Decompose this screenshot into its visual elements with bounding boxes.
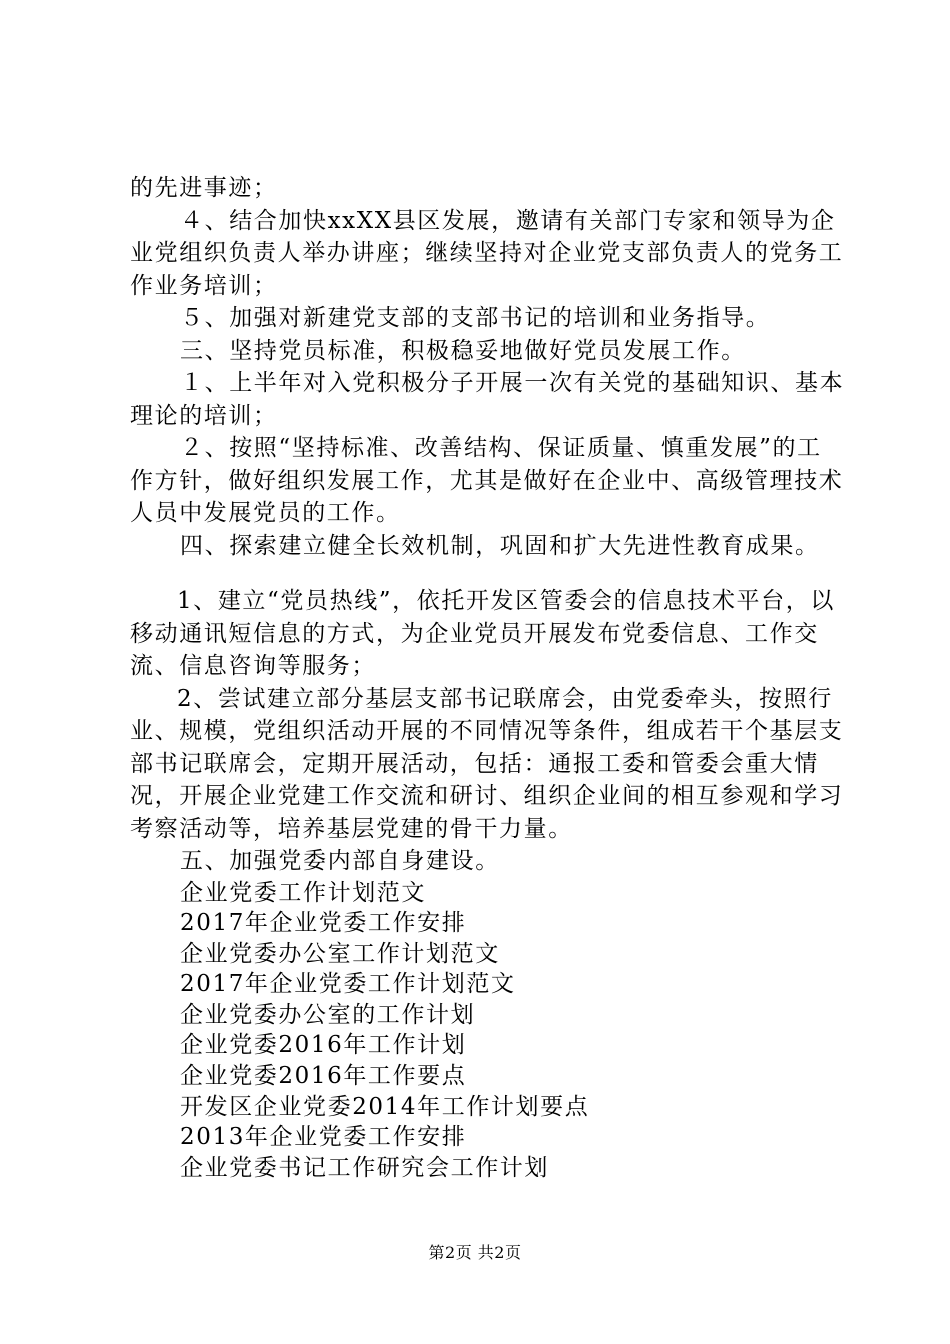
paragraph-4: 三、坚持党员标准，积极稳妥地做好党员发展工作。 [180,337,746,364]
related-link[interactable]: 企业党委2016年工作计划 [180,1032,467,1059]
related-link[interactable]: 企业党委办公室的工作计划 [180,1001,476,1028]
paragraph-10: 五、加强党委内部自身建设。 [180,848,500,874]
related-link[interactable]: 企业党委书记工作研究会工作计划 [180,1154,549,1181]
paragraph-9: 2、尝试建立部分基层支部书记联席会，由党委牵头，按照行业、规模，党组织活动开展的不同情况等条件，组成若干个基层支部书记联席会，定期开展活动，包括：通报工委和管委会重大情况，开展企业党建工作交流和研讨、组织企业间的相互参观和学习考察活动等，培养基层党建的骨干力量。 [130,685,844,842]
paragraph-1: 的先进事迹； [130,175,278,201]
paragraph-3: ５、加强对新建党支部的支部书记的培训和业务指导。 [180,305,771,331]
related-link[interactable]: 企业党委工作计划范文 [180,879,426,906]
paragraph-gap [130,562,845,585]
paragraph-5: １、上半年对入党积极分子开展一次有关党的基础知识、基本理论的培训； [130,370,845,429]
page-footer: 第2页 共2页 [428,1243,522,1262]
paragraph-2: ４、结合加快xxXX县区发展，邀请有关部门专家和领导为企业党组织负责人举办讲座；继续坚持对企业党支部负责人的党务工作业务培训； [130,207,844,299]
related-link[interactable]: 企业党委办公室工作计划范文 [180,940,500,967]
paragraph-8: 1、建立“党员热线”，依托开发区管委会的信息技术平台，以移动通讯短信息的方式，为企业党员开展发布党委信息、工作交流、信息咨询等服务； [130,588,835,679]
document-body [130,172,845,1183]
related-links-list [130,878,845,1184]
related-link[interactable]: 开发区企业党委2014年工作计划要点 [180,1093,590,1120]
paragraph-6: ２、按照“坚持标准、改善结构、保证质量、慎重发展”的工作方针，做好组织发展工作，尤其是做好在企业中、高级管理技术人员中发展党员的工作。 [130,435,844,526]
related-link[interactable]: 2017年企业党委工作计划范文 [180,971,516,998]
paragraph-7: 四、探索建立健全长效机制，巩固和扩大先进性教育成果。 [180,532,820,559]
related-link[interactable]: 2013年企业党委工作安排 [180,1124,467,1151]
related-link[interactable]: 2017年企业党委工作安排 [180,910,467,937]
related-link[interactable]: 企业党委2016年工作要点 [180,1063,467,1090]
